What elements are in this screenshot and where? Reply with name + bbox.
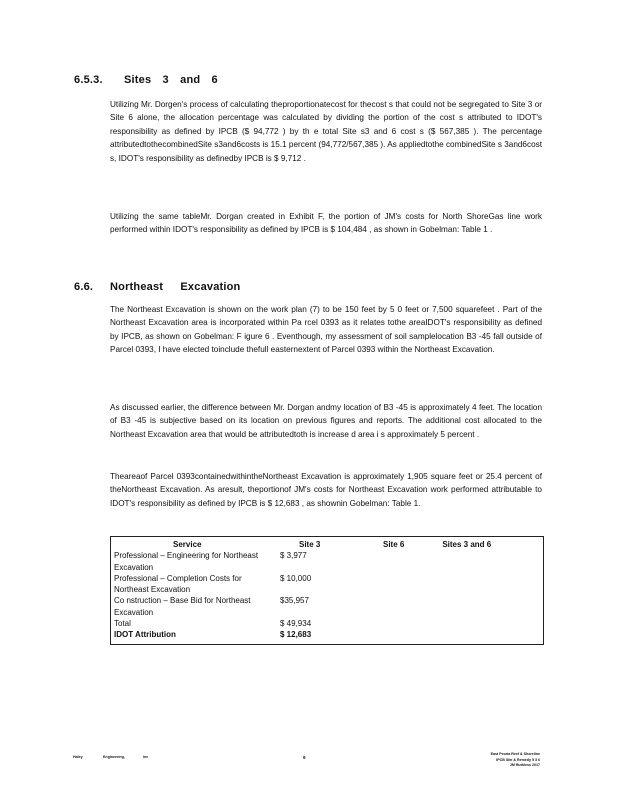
- column-header-site-3: Site 3: [299, 540, 321, 549]
- site-6-cell: [371, 629, 439, 644]
- footer-company-name: Haley: [73, 755, 83, 759]
- site-3-cell: $ 10,000: [280, 573, 312, 583]
- site-3-cell: $ 3,977: [280, 551, 307, 561]
- column-header-sites-3-and-6: Sites 3 and 6: [442, 540, 492, 549]
- service-cell: Professional – Completion Costs for Northeast Excavation: [114, 573, 242, 595]
- section-heading-6-6: [74, 281, 374, 295]
- footer-company-name: Inc: [143, 755, 149, 759]
- section-title: Sites 3 and 6: [124, 74, 218, 86]
- footer-info-line: JM Ruthless 2017: [509, 763, 540, 767]
- site-3-cell: $35,957: [280, 596, 309, 606]
- table-row: [111, 573, 544, 596]
- section-heading-6-5-3: [74, 74, 374, 88]
- table-row-idot-attribution: [111, 629, 544, 644]
- footer-company-name: Engineering,: [103, 755, 125, 759]
- site-6-cell: [371, 595, 439, 618]
- table-header-row: [111, 537, 544, 551]
- site-6-cell: [371, 618, 439, 629]
- section-number: 6.5.3.: [74, 74, 103, 86]
- sites-3-and-6-cell: [439, 550, 543, 573]
- footer-info-line: IPCB Site & Remedy 5 3 6: [496, 757, 540, 762]
- section-title: Northeast Excavation: [110, 281, 241, 293]
- footer-document-info: [420, 752, 540, 769]
- table-row: [111, 550, 544, 573]
- table-row-total: [111, 618, 544, 629]
- column-header-service: Service: [173, 540, 202, 549]
- paragraph: Utilizing Mr. Dorgen's process of calculating theproportionatecost for thecost s that could not be segregated to Site 3 or Site 6 alone, the allocation percentage was calculated by dividing the portion of the cost s attributed to IDOT's responsibility as defined by IPCB ($ 94,772 ) by th e total Site s3 and 6 cost s ($ 567,385 ). The percentage attributedtothecombinedSite s3and6costs is 15.1 percent (94,772/567,385 ). As appliedtothe combinedSite s 3and6cost s, IDOT's responsibility as definedby IPCB is $ 9,712 .: [110, 100, 542, 163]
- site-3-cell: $ 12,683: [280, 630, 312, 640]
- paragraph: Theareaof Parcel 0393containedwithintheNortheast Excavation is approximately 1,905 square feet or 25.4 percent of theNortheast Excavation. As aresult, theportionof JM's costs for Northeast Excavation work performed attributable to IDOT's responsibility as defined by IPCB is $ 12,683 , as shownin Gobelman: Table 1.: [110, 472, 542, 508]
- paragraph: As discussed earlier, the difference between Mr. Dorgan andmy location of B3 -45 is approximately 4 feet. The location of B3 -45 is subjective based on its location on previous figures and reports. The additional cost allocated to the Northeast Excavation area that would be attributedtoth is increase d area i s approximately 5 percent .: [110, 403, 542, 439]
- service-cell: IDOT Attribution: [114, 630, 176, 640]
- site-6-cell: [371, 573, 439, 596]
- site-6-cell: [371, 550, 439, 573]
- paragraph: Utilizing the same tableMr. Dorgan created in Exhibit F, the portion of JM's costs for North ShoreGas line work performed within IDOT's responsibility as defined by IPCB is $ 104,484 , as shown in Gobelman: Table 1 .: [110, 212, 542, 235]
- paragraph: The Northeast Excavation is shown on the work plan (7) to be 150 feet by 5 0 feet or 7,500 squarefeet . Part of the Northeast Excavation area is incorporated within Pa rcel 0393 as it relates tothe areaIDOT's responsibility as defined by IPCB, as shown on Gobelman: F igure 6 . Eventhough, my assessment of soil samplelocation B3 -45 fall outside of Parcel 0393, I have elected toinclude thefull easternextent of Parcel 0393 within the Northeast Excavation.: [110, 305, 542, 355]
- service-cell: Professional – Engineering for Northeast Excavation: [114, 551, 259, 572]
- page-number: 9: [303, 755, 306, 760]
- table-row: [111, 595, 544, 618]
- sites-3-and-6-cell: [439, 573, 543, 596]
- footer-info-line: East Peoria Reef & Shoreline: [490, 752, 540, 756]
- section-number: 6.6.: [74, 281, 94, 293]
- sites-3-and-6-cell: [439, 618, 543, 629]
- cost-allocation-table: [110, 536, 544, 645]
- service-cell: Co nstruction – Base Bid for Northeast Excavation: [114, 596, 251, 617]
- site-3-cell: $ 49,934: [280, 619, 312, 629]
- sites-3-and-6-cell: [439, 629, 543, 644]
- sites-3-and-6-cell: [439, 595, 543, 618]
- service-cell: Total: [114, 619, 131, 629]
- column-header-site-6: Site 6: [383, 540, 405, 549]
